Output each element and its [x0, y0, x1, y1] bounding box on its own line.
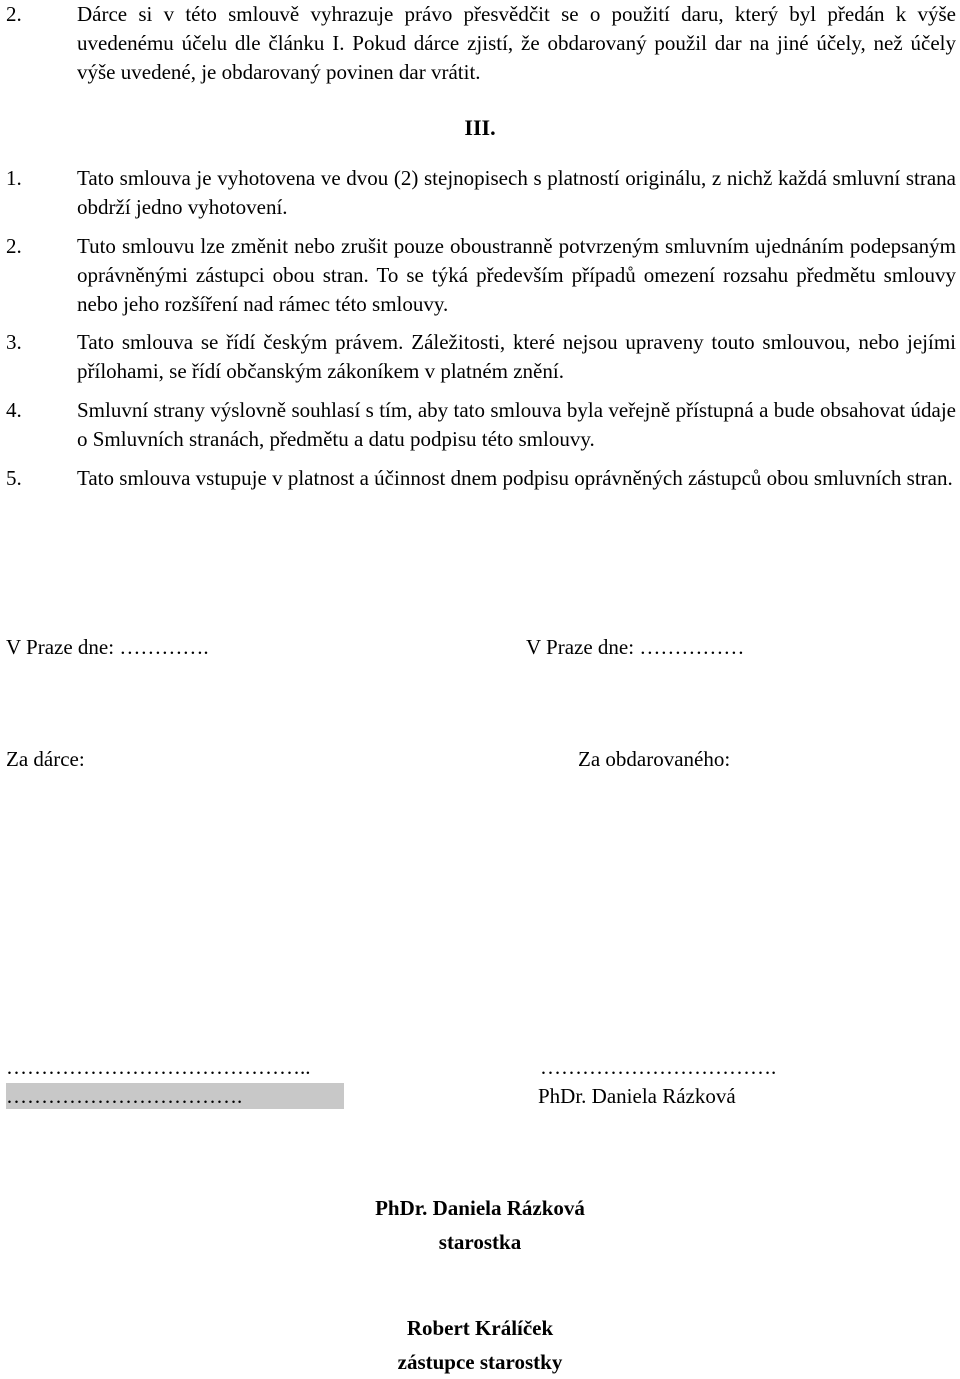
signature-line-right: ……………………………. — [540, 1055, 777, 1079]
paragraph-2 — [6, 232, 956, 319]
party-left-label: Za dárce: — [6, 747, 85, 771]
paragraph-5 — [6, 464, 956, 493]
paragraph-text: Tato smlouva je vyhotovena ve dvou (2) stejnopisech s platností originálu, z nichž každá smluvní strana obdrží jedno vyhotovení. — [77, 166, 956, 219]
paragraph-4 — [6, 396, 956, 454]
signatory-name: PhDr. Daniela Rázková — [375, 1196, 585, 1220]
signatory-name: Robert Králíček — [406, 1316, 554, 1340]
place-date-right: V Praze dne: …………… — [526, 635, 745, 659]
party-right-label: Za obdarovaného: — [578, 747, 731, 771]
paragraph-number: 2. — [6, 234, 22, 258]
paragraph-donor-right — [6, 0, 956, 87]
paragraph-3 — [6, 328, 956, 386]
paragraph-text: Tato smlouva se řídí českým právem. Záležitosti, které nejsou upraveny touto smlouvou, nebo jejími přílohami, se řídí občanským zákoníkem v platném znění. — [77, 330, 956, 383]
signatory-role: zástupce starostky — [397, 1350, 563, 1374]
signatory-block-1 — [280, 1191, 680, 1259]
paragraph-number: 1. — [6, 166, 22, 190]
paragraph-1 — [6, 164, 956, 222]
paragraph-text: Smluvní strany výslovně souhlasí s tím, aby tato smlouva byla veřejně přístupná a bude obsahovat údaje o Smluvních stranách, předmětu a datu podpisu této smlouvy. — [77, 398, 956, 451]
section-heading: III. — [464, 115, 496, 140]
paragraph-text: Tato smlouva vstupuje v platnost a účinnost dnem podpisu oprávněných zástupců obou smluvních stran. — [77, 466, 953, 490]
paragraph-text: Dárce si v této smlouvě vyhrazuje právo přesvědčit se o použití daru, který byl předán k výše uvedenému účelu dle článku I. Pokud dárce zjistí, že obdarovaný použil dar na jiné účely, než účely výše uvedené, je obdarovaný povinen dar vrátit. — [77, 2, 956, 84]
place-date-left: V Praze dne: …………. — [6, 635, 209, 659]
paragraph-text: Tuto smlouvu lze změnit nebo zrušit pouze oboustranně potvrzeným smluvním ujednáním podepsaným oprávněnými zástupci obou stran. To se týká především případů omezení rozsahu předmětu smlouvy nebo jeho rozšíření nad rámec této smlouvy. — [77, 234, 956, 316]
signature-line-left-2: ……………………………. — [6, 1083, 344, 1109]
signatory-name-right: PhDr. Daniela Rázková — [538, 1084, 736, 1108]
signatory-role: starostka — [438, 1230, 522, 1254]
paragraph-number: 2. — [6, 2, 22, 26]
paragraph-number: 4. — [6, 398, 22, 422]
signature-line-left-1: …………………………………….. — [6, 1055, 311, 1079]
signatory-block-2 — [280, 1311, 680, 1379]
paragraph-number: 3. — [6, 330, 22, 354]
paragraph-number: 5. — [6, 466, 22, 490]
